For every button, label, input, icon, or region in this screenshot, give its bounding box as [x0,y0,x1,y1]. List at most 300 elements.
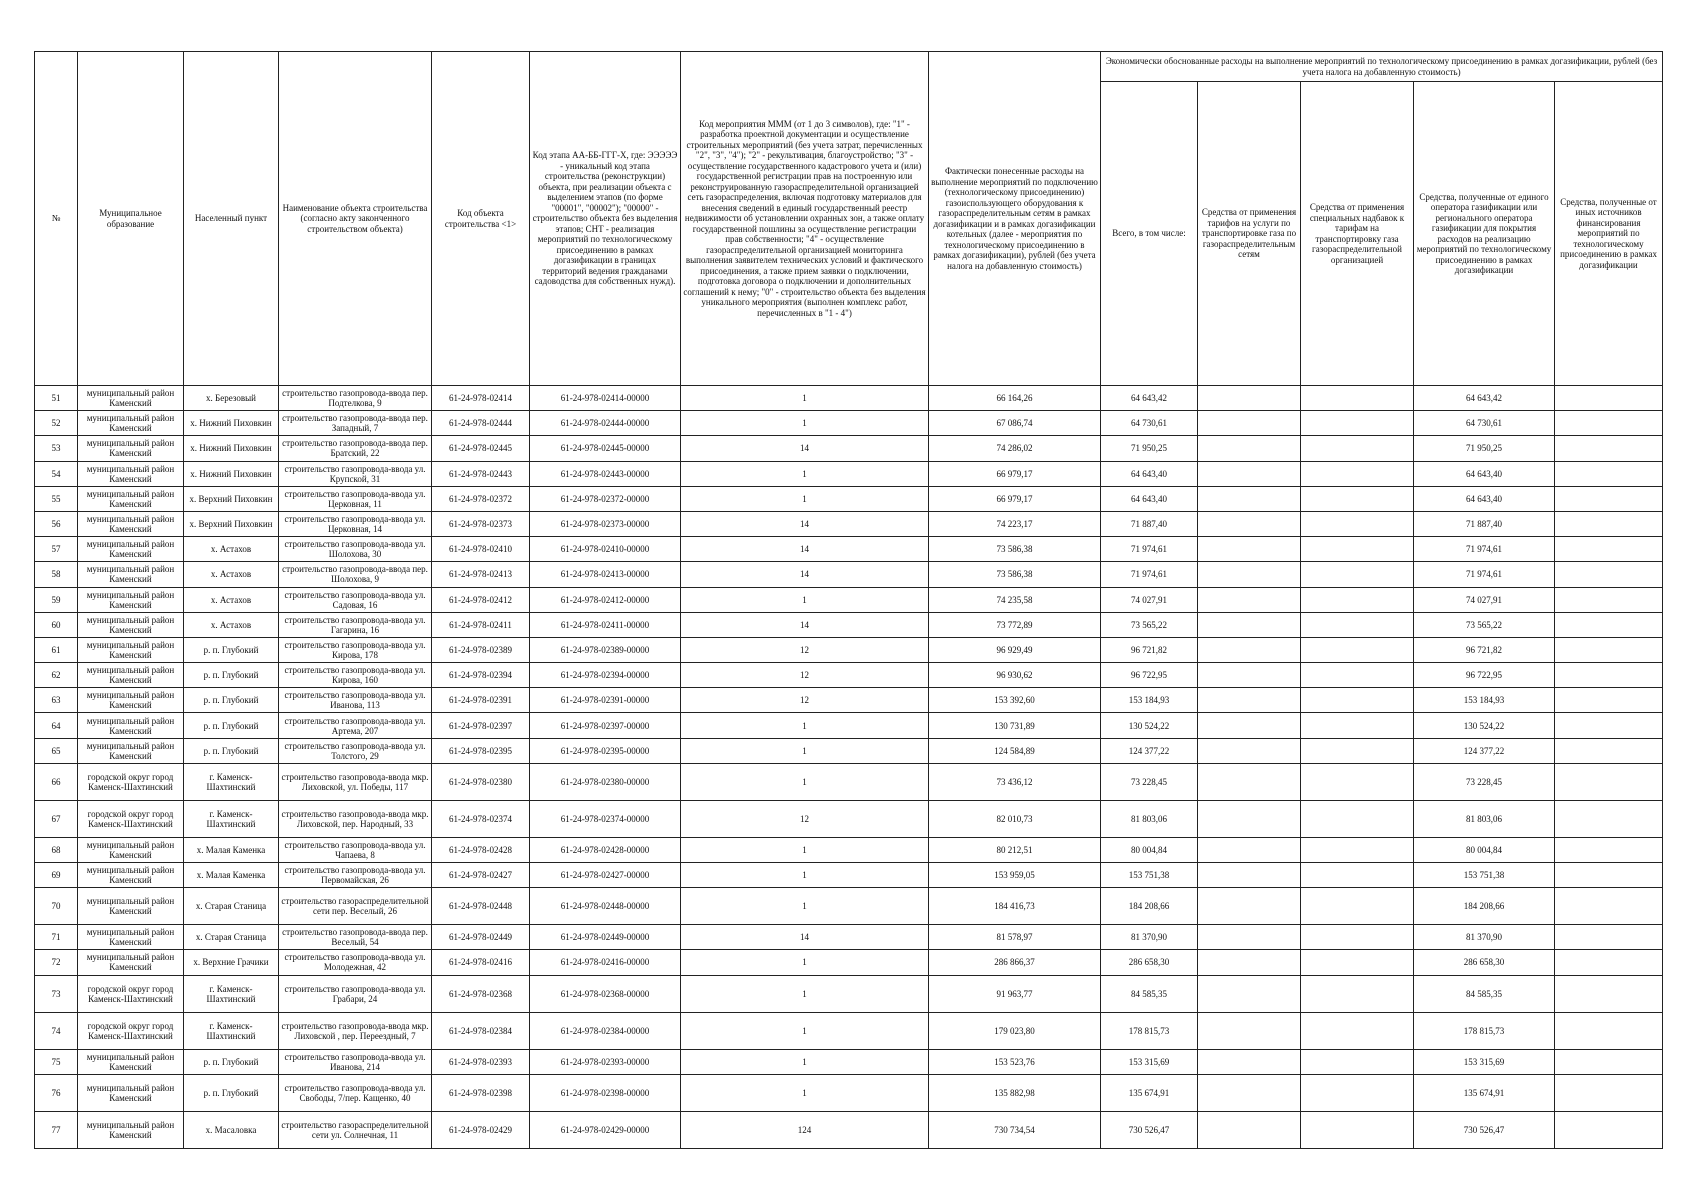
cell-settlement: г. Каменск-Шахтинский [184,763,279,800]
cell-surcharges [1301,663,1414,688]
cell-settlement: х. Малая Каменка [184,837,279,862]
cell-actual-costs: 153 392,60 [929,688,1101,713]
cell-object-code: 61-24-978-02380 [432,763,530,800]
cell-tariffs [1198,386,1301,411]
cell-surcharges [1301,688,1414,713]
table-row [35,925,1663,950]
cell-object-code: 61-24-978-02368 [432,975,530,1012]
cell-object-name: строительство газопровода-ввода ул. Церковная, 14 [279,511,432,536]
cell-surcharges [1301,713,1414,738]
cell-other-sources [1555,511,1663,536]
cell-other-sources [1555,612,1663,637]
cell-actual-costs: 66 979,17 [929,486,1101,511]
cell-object-name: строительство газопровода-ввода пер. Подтелкова, 9 [279,386,432,411]
cell-municipality: муниципальный район Каменский [78,837,184,862]
cell-surcharges [1301,975,1414,1012]
cell-total: 74 027,91 [1101,587,1198,612]
cell-stage-code: 61-24-978-02414-00000 [530,386,681,411]
cell-total: 96 722,95 [1101,663,1198,688]
cell-stage-code: 61-24-978-02368-00000 [530,975,681,1012]
cell-no: 59 [35,587,78,612]
cell-stage-code: 61-24-978-02397-00000 [530,713,681,738]
table-row [35,1049,1663,1074]
cell-actual-costs: 96 930,62 [929,663,1101,688]
cell-surcharges [1301,925,1414,950]
cell-tariffs [1198,713,1301,738]
cell-stage-code: 61-24-978-02394-00000 [530,663,681,688]
cell-settlement: х. Верхний Пиховкин [184,511,279,536]
cell-total: 81 370,90 [1101,925,1198,950]
cell-tariffs [1198,1111,1301,1148]
cell-surcharges [1301,800,1414,837]
cell-surcharges [1301,436,1414,461]
cell-stage-code: 61-24-978-02374-00000 [530,800,681,837]
cell-actual-costs: 73 436,12 [929,763,1101,800]
cell-other-sources [1555,837,1663,862]
cell-other-sources [1555,800,1663,837]
table-row [35,888,1663,925]
cell-object-name: строительство газопровода-ввода ул. Грабари, 24 [279,975,432,1012]
cell-no: 57 [35,537,78,562]
cell-event-code: 1 [681,1012,929,1049]
cell-surcharges [1301,386,1414,411]
cell-event-code: 14 [681,511,929,536]
cell-event-code: 12 [681,637,929,662]
cell-settlement: х. Астахов [184,587,279,612]
cell-stage-code: 61-24-978-02445-00000 [530,436,681,461]
cell-total: 73 565,22 [1101,612,1198,637]
cell-event-code: 1 [681,461,929,486]
table-row [35,738,1663,763]
cell-surcharges [1301,537,1414,562]
cell-no: 73 [35,975,78,1012]
cell-total: 135 674,91 [1101,1074,1198,1111]
cell-operator-funds: 81 803,06 [1414,800,1555,837]
cell-event-code: 1 [681,975,929,1012]
cell-settlement: р. п. Глубокий [184,637,279,662]
cell-object-code: 61-24-978-02373 [432,511,530,536]
cell-object-code: 61-24-978-02414 [432,386,530,411]
cell-operator-funds: 124 377,22 [1414,738,1555,763]
cell-municipality: муниципальный район Каменский [78,386,184,411]
cell-municipality: муниципальный район Каменский [78,1111,184,1148]
cell-object-code: 61-24-978-02449 [432,925,530,950]
cell-actual-costs: 74 286,02 [929,436,1101,461]
cell-total: 71 887,40 [1101,511,1198,536]
cell-surcharges [1301,863,1414,888]
cell-no: 71 [35,925,78,950]
cell-operator-funds: 71 950,25 [1414,436,1555,461]
cell-object-code: 61-24-978-02445 [432,436,530,461]
cell-operator-funds: 81 370,90 [1414,925,1555,950]
cell-settlement: р. п. Глубокий [184,1074,279,1111]
cell-stage-code: 61-24-978-02427-00000 [530,863,681,888]
cell-stage-code: 61-24-978-02380-00000 [530,763,681,800]
table-row [35,637,1663,662]
cell-object-name: строительство газопровода-ввода пер. Шолохова, 9 [279,562,432,587]
cell-object-name: строительство газопровода-ввода ул. Молодежная, 42 [279,950,432,975]
header-tariffs: Средства от применения тарифов на услуги по транспортировке газа по газораспределительным сетям [1198,82,1301,386]
cell-no: 76 [35,1074,78,1111]
cell-other-sources [1555,950,1663,975]
cell-event-code: 1 [681,713,929,738]
cell-no: 60 [35,612,78,637]
table-row [35,688,1663,713]
cell-municipality: городской округ город Каменск-Шахтинский [78,1012,184,1049]
cell-object-name: строительство газопровода-ввода ул. Толстого, 29 [279,738,432,763]
table-row [35,562,1663,587]
cell-object-code: 61-24-978-02427 [432,863,530,888]
cell-event-code: 1 [681,837,929,862]
cell-other-sources [1555,436,1663,461]
cell-object-code: 61-24-978-02374 [432,800,530,837]
cell-municipality: муниципальный район Каменский [78,637,184,662]
cell-stage-code: 61-24-978-02444-00000 [530,411,681,436]
cell-tariffs [1198,738,1301,763]
table-row [35,863,1663,888]
header-total: Всего, в том числе: [1101,82,1198,386]
cell-tariffs [1198,688,1301,713]
cell-object-name: строительство газопровода-ввода ул. Первомайская, 26 [279,863,432,888]
cell-no: 70 [35,888,78,925]
cell-surcharges [1301,587,1414,612]
cell-operator-funds: 64 730,61 [1414,411,1555,436]
cell-actual-costs: 74 235,58 [929,587,1101,612]
cell-stage-code: 61-24-978-02413-00000 [530,562,681,587]
cell-operator-funds: 130 524,22 [1414,713,1555,738]
cell-settlement: х. Верхний Пиховкин [184,486,279,511]
header-object-name: Наименование объекта строительства (согласно акту законченного строительством объекта) [279,52,432,386]
cell-object-name: строительство газопровода-ввода мкр. Лиховской , пер. Переездный, 7 [279,1012,432,1049]
cell-object-name: строительство газопровода-ввода ул. Чапаева, 8 [279,837,432,862]
cell-tariffs [1198,800,1301,837]
cell-object-name: строительство газораспределительной сети пер. Веселый, 26 [279,888,432,925]
cell-tariffs [1198,1074,1301,1111]
cell-total: 730 526,47 [1101,1111,1198,1148]
cell-tariffs [1198,637,1301,662]
cell-operator-funds: 178 815,73 [1414,1012,1555,1049]
cell-other-sources [1555,562,1663,587]
cell-surcharges [1301,511,1414,536]
cell-stage-code: 61-24-978-02372-00000 [530,486,681,511]
cell-other-sources [1555,537,1663,562]
cell-actual-costs: 67 086,74 [929,411,1101,436]
cell-no: 68 [35,837,78,862]
cell-actual-costs: 730 734,54 [929,1111,1101,1148]
cell-operator-funds: 286 658,30 [1414,950,1555,975]
table-row [35,411,1663,436]
cell-other-sources [1555,386,1663,411]
cell-tariffs [1198,486,1301,511]
cell-municipality: муниципальный район Каменский [78,461,184,486]
cell-event-code: 12 [681,800,929,837]
cell-no: 69 [35,863,78,888]
cell-operator-funds: 80 004,84 [1414,837,1555,862]
table-row [35,1074,1663,1111]
cost-table [34,51,1663,1149]
cell-object-code: 61-24-978-02395 [432,738,530,763]
cell-event-code: 1 [681,386,929,411]
cell-event-code: 14 [681,562,929,587]
cell-total: 73 228,45 [1101,763,1198,800]
cell-stage-code: 61-24-978-02395-00000 [530,738,681,763]
cell-municipality: муниципальный район Каменский [78,713,184,738]
cell-operator-funds: 184 208,66 [1414,888,1555,925]
cell-other-sources [1555,925,1663,950]
cell-actual-costs: 81 578,97 [929,925,1101,950]
cell-operator-funds: 153 184,93 [1414,688,1555,713]
cell-object-code: 61-24-978-02444 [432,411,530,436]
cell-other-sources [1555,587,1663,612]
cell-no: 65 [35,738,78,763]
cell-operator-funds: 153 315,69 [1414,1049,1555,1074]
cell-settlement: х. Малая Каменка [184,863,279,888]
cell-object-code: 61-24-978-02416 [432,950,530,975]
cell-event-code: 1 [681,587,929,612]
cell-stage-code: 61-24-978-02398-00000 [530,1074,681,1111]
cell-other-sources [1555,1012,1663,1049]
header-surcharges: Средства от применения специальных надбавок к тарифам на транспортировку газа газораспределительной организацией [1301,82,1414,386]
table-row [35,713,1663,738]
cell-municipality: городской округ город Каменск-Шахтинский [78,975,184,1012]
cell-total: 178 815,73 [1101,1012,1198,1049]
cell-actual-costs: 91 963,77 [929,975,1101,1012]
header-actual-costs: Фактически понесенные расходы на выполнение мероприятий по подключению (технологическому присоединению) газоиспользующего оборудования к газораспределительным сетям в рамках догазификации и в рамках догазификации котельных (далее - мероприятия по технологическому присоединению в рамках догазификации), рублей (без учета налога на добавленную стоимость) [929,52,1101,386]
cell-object-code: 61-24-978-02372 [432,486,530,511]
cell-settlement: х. Нижний Пиховкин [184,411,279,436]
header-stage-code: Код этапа АА-ББ-ГГГ-Х, где: ЭЭЭЭЭ - уникальный код этапа строительства (реконструкции) объекта, при реализации объекта с выделением этапов (по форме "00001", "00002"); "00000" - строительство объекта без выделения этапов; СНТ - реализация мероприятий по технологическому присоединению в рамках догазификации в границах территорий ведения гражданами садоводства для собственных нужд). [530,52,681,386]
cell-total: 64 730,61 [1101,411,1198,436]
cell-actual-costs: 74 223,17 [929,511,1101,536]
cell-actual-costs: 184 416,73 [929,888,1101,925]
cell-event-code: 14 [681,537,929,562]
cell-actual-costs: 73 586,38 [929,562,1101,587]
cell-object-name: строительство газораспределительной сети ул. Солнечная, 11 [279,1111,432,1148]
cell-tariffs [1198,863,1301,888]
cell-municipality: муниципальный район Каменский [78,411,184,436]
cell-event-code: 12 [681,688,929,713]
cell-surcharges [1301,461,1414,486]
cell-municipality: муниципальный район Каменский [78,436,184,461]
cell-object-code: 61-24-978-02397 [432,713,530,738]
cell-no: 61 [35,637,78,662]
cell-object-code: 61-24-978-02398 [432,1074,530,1111]
cell-municipality: муниципальный район Каменский [78,562,184,587]
cell-object-name: строительство газопровода-ввода мкр. Лиховской, пер. Народный, 33 [279,800,432,837]
cell-object-name: строительство газопровода-ввода мкр. Лиховской, ул. Победы, 117 [279,763,432,800]
cell-tariffs [1198,1049,1301,1074]
cell-no: 75 [35,1049,78,1074]
cell-other-sources [1555,688,1663,713]
cell-actual-costs: 153 523,76 [929,1049,1101,1074]
cell-surcharges [1301,763,1414,800]
cell-settlement: х. Астахов [184,612,279,637]
cell-municipality: муниципальный район Каменский [78,1049,184,1074]
cell-other-sources [1555,486,1663,511]
cell-tariffs [1198,587,1301,612]
cell-settlement: р. п. Глубокий [184,713,279,738]
cell-object-code: 61-24-978-02410 [432,537,530,562]
cell-surcharges [1301,738,1414,763]
cell-actual-costs: 130 731,89 [929,713,1101,738]
cell-no: 55 [35,486,78,511]
cell-operator-funds: 64 643,40 [1414,486,1555,511]
table-row [35,950,1663,975]
cell-object-name: строительство газопровода-ввода ул. Садовая, 16 [279,587,432,612]
cell-other-sources [1555,461,1663,486]
cell-stage-code: 61-24-978-02428-00000 [530,837,681,862]
cell-operator-funds: 71 887,40 [1414,511,1555,536]
cell-stage-code: 61-24-978-02389-00000 [530,637,681,662]
cell-stage-code: 61-24-978-02410-00000 [530,537,681,562]
cell-settlement: х. Астахов [184,562,279,587]
cell-object-name: строительство газопровода-ввода ул. Крупской, 31 [279,461,432,486]
header-group-justified-costs: Экономически обоснованные расходы на выполнение мероприятий по технологическому присоединению в рамках догазификации, рублей (без учета налога на добавленную стоимость) [1101,52,1663,82]
cell-other-sources [1555,411,1663,436]
cell-actual-costs: 286 866,37 [929,950,1101,975]
cell-operator-funds: 71 974,61 [1414,537,1555,562]
table-body [35,386,1663,1149]
cell-object-code: 61-24-978-02429 [432,1111,530,1148]
cell-other-sources [1555,713,1663,738]
cell-total: 124 377,22 [1101,738,1198,763]
header-settlement: Населенный пункт [184,52,279,386]
cell-surcharges [1301,888,1414,925]
cell-total: 64 643,40 [1101,461,1198,486]
cell-municipality: муниципальный район Каменский [78,511,184,536]
cell-municipality: муниципальный район Каменский [78,612,184,637]
cell-no: 63 [35,688,78,713]
table-row [35,386,1663,411]
cell-operator-funds: 73 228,45 [1414,763,1555,800]
cell-total: 80 004,84 [1101,837,1198,862]
cell-tariffs [1198,763,1301,800]
cell-event-code: 1 [681,1049,929,1074]
cell-object-name: строительство газопровода-ввода ул. Свободы, 7/пер. Кащенко, 40 [279,1074,432,1111]
cell-settlement: х. Старая Станица [184,925,279,950]
cell-actual-costs: 135 882,98 [929,1074,1101,1111]
cell-tariffs [1198,537,1301,562]
cell-surcharges [1301,637,1414,662]
cell-surcharges [1301,612,1414,637]
cell-object-name: строительство газопровода-ввода пер. Западный, 7 [279,411,432,436]
cell-object-code: 61-24-978-02411 [432,612,530,637]
table-row [35,612,1663,637]
cell-surcharges [1301,837,1414,862]
cell-tariffs [1198,950,1301,975]
cell-other-sources [1555,863,1663,888]
cell-municipality: муниципальный район Каменский [78,537,184,562]
cell-total: 153 315,69 [1101,1049,1198,1074]
cell-event-code: 1 [681,888,929,925]
cell-municipality: городской округ город Каменск-Шахтинский [78,763,184,800]
cell-object-name: строительство газопровода-ввода ул. Артема, 207 [279,713,432,738]
cell-settlement: х. Верхние Грачики [184,950,279,975]
cell-stage-code: 61-24-978-02412-00000 [530,587,681,612]
cell-tariffs [1198,436,1301,461]
cell-tariffs [1198,562,1301,587]
header-no: № [35,52,78,386]
cost-table-sheet [34,51,1662,1149]
cell-object-code: 61-24-978-02412 [432,587,530,612]
cell-total: 64 643,42 [1101,386,1198,411]
cell-operator-funds: 96 721,82 [1414,637,1555,662]
cell-other-sources [1555,1049,1663,1074]
cell-object-code: 61-24-978-02428 [432,837,530,862]
cell-stage-code: 61-24-978-02449-00000 [530,925,681,950]
table-row [35,511,1663,536]
cell-object-code: 61-24-978-02394 [432,663,530,688]
cell-actual-costs: 82 010,73 [929,800,1101,837]
cell-object-name: строительство газопровода-ввода ул. Кирова, 178 [279,637,432,662]
cell-total: 184 208,66 [1101,888,1198,925]
cell-no: 53 [35,436,78,461]
cell-municipality: муниципальный район Каменский [78,738,184,763]
cell-tariffs [1198,511,1301,536]
cell-no: 58 [35,562,78,587]
cell-object-name: строительство газопровода-ввода пер. Веселый, 54 [279,925,432,950]
cell-other-sources [1555,637,1663,662]
cell-event-code: 12 [681,663,929,688]
table-row [35,537,1663,562]
cell-actual-costs: 96 929,49 [929,637,1101,662]
cell-municipality: муниципальный район Каменский [78,486,184,511]
cell-object-code: 61-24-978-02391 [432,688,530,713]
cell-operator-funds: 730 526,47 [1414,1111,1555,1148]
cell-no: 64 [35,713,78,738]
cell-surcharges [1301,486,1414,511]
cell-surcharges [1301,562,1414,587]
cell-object-code: 61-24-978-02393 [432,1049,530,1074]
cell-surcharges [1301,950,1414,975]
cell-total: 96 721,82 [1101,637,1198,662]
cell-actual-costs: 66 164,26 [929,386,1101,411]
cell-municipality: муниципальный район Каменский [78,1074,184,1111]
cell-operator-funds: 74 027,91 [1414,587,1555,612]
cell-other-sources [1555,663,1663,688]
cell-no: 54 [35,461,78,486]
cell-stage-code: 61-24-978-02373-00000 [530,511,681,536]
cell-event-code: 14 [681,925,929,950]
cell-settlement: р. п. Глубокий [184,738,279,763]
cell-object-name: строительство газопровода-ввода ул. Шолохова, 30 [279,537,432,562]
cell-object-code: 61-24-978-02389 [432,637,530,662]
cell-stage-code: 61-24-978-02384-00000 [530,1012,681,1049]
cell-no: 52 [35,411,78,436]
cell-total: 81 803,06 [1101,800,1198,837]
cell-object-name: строительство газопровода-ввода ул. Кирова, 160 [279,663,432,688]
cell-total: 153 184,93 [1101,688,1198,713]
table-row [35,587,1663,612]
table-row [35,1111,1663,1148]
cell-other-sources [1555,1074,1663,1111]
cell-event-code: 1 [681,411,929,436]
cell-object-code: 61-24-978-02448 [432,888,530,925]
cell-stage-code: 61-24-978-02411-00000 [530,612,681,637]
cell-object-name: строительство газопровода-ввода ул. Иванова, 113 [279,688,432,713]
cell-stage-code: 61-24-978-02391-00000 [530,688,681,713]
cell-no: 56 [35,511,78,536]
cell-surcharges [1301,411,1414,436]
cell-stage-code: 61-24-978-02429-00000 [530,1111,681,1148]
cell-settlement: х. Старая Станица [184,888,279,925]
cell-event-code: 124 [681,1111,929,1148]
header-operator-funds: Средства, полученные от единого оператора газификации или регионального оператора газификации для покрытия расходов на реализацию мероприятий по технологическому присоединению в рамках догазификации [1414,82,1555,386]
cell-event-code: 14 [681,612,929,637]
cell-total: 64 643,40 [1101,486,1198,511]
cell-event-code: 1 [681,486,929,511]
cell-event-code: 1 [681,738,929,763]
